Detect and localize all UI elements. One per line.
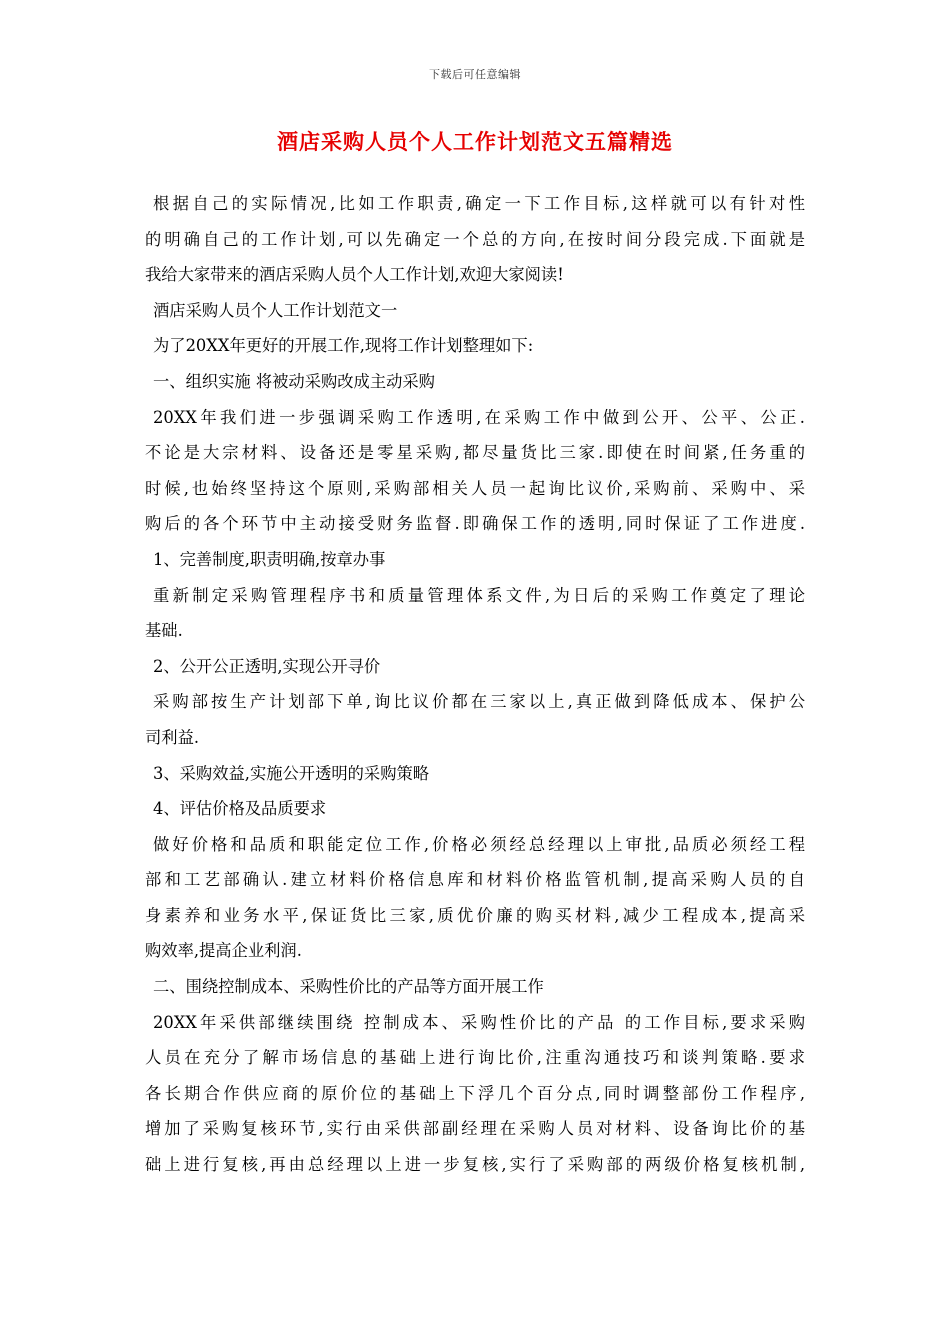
text-line: 20XX年采供部继续围绕 控制成本、采购性价比的产品 的工作目标,要求采购 [153,1012,805,1032]
text-line: 购后的各个环节中主动接受财务监督.即确保工作的透明,同时保证了工作进度. [145,514,805,534]
text-line: 做好价格和品质和职能定位工作,价格必须经总经理以上审批,品质必须经工程 [153,834,805,854]
text-line: 二、围绕控制成本、采购性价比的产品等方面开展工作 [153,977,544,997]
text-line: 各长期合作供应商的原价位的基础上下浮几个百分点,同时调整部份工作程序, [145,1083,805,1103]
text-line: 增加了采购复核环节,实行由采供部副经理在采购人员对材料、设备询比价的基 [145,1119,805,1139]
text-line: 采购部按生产计划部下单,询比议价都在三家以上,真正做到降低成本、保护公 [153,692,805,712]
text-line: 酒店采购人员个人工作计划范文一 [153,300,398,320]
text-line: 时候,也始终坚持这个原则,采购部相关人员一起询比议价,采购前、采购中、采 [145,478,805,498]
text-line: 不论是大宗材料、设备还是零星采购,都尽量货比三家.即使在时间紧,任务重的 [145,443,805,463]
page-header: 下载后可任意编辑 [429,68,521,81]
text-line: 人员在充分了解市场信息的基础上进行询比价,注重沟通技巧和谈判策略.要求 [145,1048,805,1068]
text-line: 购效率,提高企业利润. [145,941,302,961]
text-line: 础上进行复核,再由总经理以上进一步复核,实行了采购部的两级价格复核机制, [145,1155,805,1175]
text-line: 根据自己的实际情况,比如工作职责,确定一下工作目标,这样就可以有针对性 [153,194,805,213]
document-title: 酒店采购人员个人工作计划范文五篇精选 [277,129,673,154]
text-line: 4、评估价格及品质要求 [153,799,327,819]
document-body [145,186,805,1183]
text-line: 重新制定采购管理程序书和质量管理体系文件,为日后的采购工作奠定了理论 [153,585,805,605]
text-line: 3、采购效益,实施公开透明的采购策略 [153,763,430,783]
text-line: 我给大家带来的酒店采购人员个人工作计划,欢迎大家阅读! [145,265,564,285]
text-line: 一、组织实施 将被动采购改成主动采购 [153,371,435,391]
text-line: 身素养和业务水平,保证货比三家,质优价廉的购买材料,减少工程成本,提高采 [145,905,805,925]
text-line: 司利益. [145,727,200,747]
text-line: 部和工艺部确认.建立材料价格信息库和材料价格监管机制,提高采购人员的自 [145,870,805,890]
text-line: 为了20XX年更好的开展工作,现将工作计划整理如下: [153,336,534,356]
text-line: 20XX年我们进一步强调采购工作透明,在采购工作中做到公开、公平、公正. [153,407,805,427]
text-line: 2、公开公正透明,实现公开寻价 [153,656,381,676]
text-line: 的明确自己的工作计划,可以先确定一个总的方向,在按时间分段完成.下面就是 [145,229,805,249]
text-line: 1、完善制度,职责明确,按章办事 [153,549,386,569]
text-line: 基础. [145,621,183,641]
